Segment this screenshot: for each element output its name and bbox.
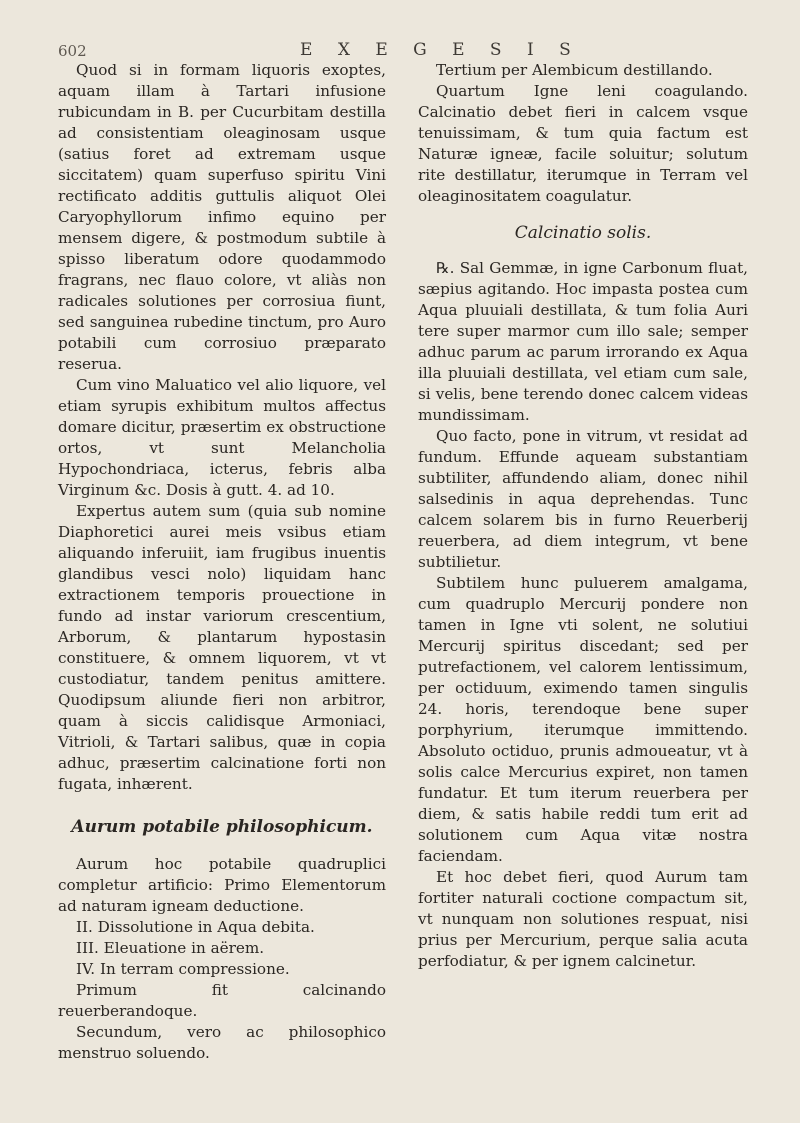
right-column — [418, 60, 748, 972]
paragraph: Tertium per Alembicum destillando. — [436, 61, 713, 79]
paragraph: Quartum Igne leni coagulando. Calcinatio debet fieri in calcem vsque tenuissimam, & tum quia factum est Naturæ igneæ, facile soluitur; solutum rite destillatur, iterumque in Terram vel oleaginositatem coagulatur. — [418, 82, 748, 205]
section-heading: Aurum potabile philosophicum. — [71, 817, 373, 837]
paragraph: Expertus autem sum (quia sub nomine Diaphoretici aurei meis vsibus etiam aliquando inferuiit, iam frugibus inuentis glandibus vesci nolo) liquidam hanc extractionem temporis prouectione in fundo ad instar variorum crescentium, Arborum, & plantarum hypostasin constituere, & omnem liquorem, vt vt custodiatur, tandem penitus amittere. Quodipsum aliunde fieri non arbitror, quam à siccis calidisque Armoniaci, Vitrioli, & Tartari salibus, quæ in copia adhuc, præsertim calcinatione forti non fugata, inhærent. — [58, 502, 386, 793]
list-item: IV. In terram compressione. — [76, 960, 290, 978]
page-number: 602 — [58, 42, 87, 60]
paragraph: Et hoc debet fieri, quod Aurum tam fortiter naturali coctione compactum sit, vt nunquam non solutiones respuat, nisi prius per Mercurium, perque salia acuta perfodiatur, & per ignem calcinetur. — [418, 868, 748, 970]
left-column — [58, 60, 386, 1064]
paragraph: Quo facto, pone in vitrum, vt residat ad fundum. Effunde aqueam substantiam subtiliter, affundendo aliam, donec nihil salsedinis in aqua deprehendas. Tunc calcem solarem bis in furno Reuerberij reuerbera, ad diem integrum, vt bene subtilietur. — [418, 427, 748, 571]
paragraph: Primum fit calcinando reuerberandoque. — [58, 981, 386, 1020]
list-item: III. Eleuatione in aërem. — [76, 939, 265, 957]
section-heading: Calcinatio solis. — [514, 223, 652, 243]
paragraph: Secundum, vero ac philosophico menstruo soluendo. — [58, 1023, 386, 1062]
paragraph: ℞. Sal Gemmæ, in igne Carbonum fluat, sæpius agitando. Hoc impasta postea cum Aqua pluuiali destillata, & tum folia Auri tere super marmor cum illo sale; semper adhuc parum ac parum irrorando ex Aqua illa pluuiali destillata, vel etiam cum sale, si velis, bene terendo donec calcem videas mundissimam. — [418, 259, 748, 424]
paragraph: Aurum hoc potabile quadruplici completur artificio: Primo Elementorum ad naturam igneam deductione. — [58, 855, 386, 915]
list-item: II. Dissolutione in Aqua debita. — [76, 918, 315, 936]
paragraph: Cum vino Maluatico vel alio liquore, vel etiam syrupis exhibitum multos affectus domare dicitur, præsertim ex obstructione ortos, vt sunt Melancholia Hypochondriaca, icterus, febris alba Virginum &c. Dosis à gutt. 4. ad 10. — [58, 376, 386, 499]
paragraph: Subtilem hunc puluerem amalgama, cum quadruplo Mercurij pondere non tamen in Igne vti solent, ne solutiui Mercurij spiritus discedant; sed per putrefactionem, vel calorem lentissimum, per octiduum, eximendo tamen singulis 24. horis, terendoque bene super porphyrium, iterumque immittendo. Absoluto octiduo, prunis admoueatur, vt à solis calce Mercurius expiret, non tamen fundatur. Et tum iterum reuerbera per diem, & satis habile reddi tum erit ad solutionem cum Aqua vitæ nostra faciendam. — [418, 574, 748, 865]
paragraph: Quod si in formam liquoris exoptes, aquam illam à Tartari infusione rubicundam in B. per Cucurbitam destilla ad consistentiam oleaginosam usque (satius foret ad extremam usque siccitatem) quam superfuso spiritu Vini rectificato additis guttulis aliquot Olei Caryophyllorum infimo equino per mensem digere, & postmodum subtile à spisso liberatum odore quodammodo fragrans, nec flauo colore, vt aliàs non radicales solutiones per corrosiua fiunt, sed sanguinea rubedine tinctum, pro Auro potabili cum corrosiuo præparato reserua. — [58, 61, 386, 373]
running-title: E X E G E S I S — [300, 40, 581, 60]
